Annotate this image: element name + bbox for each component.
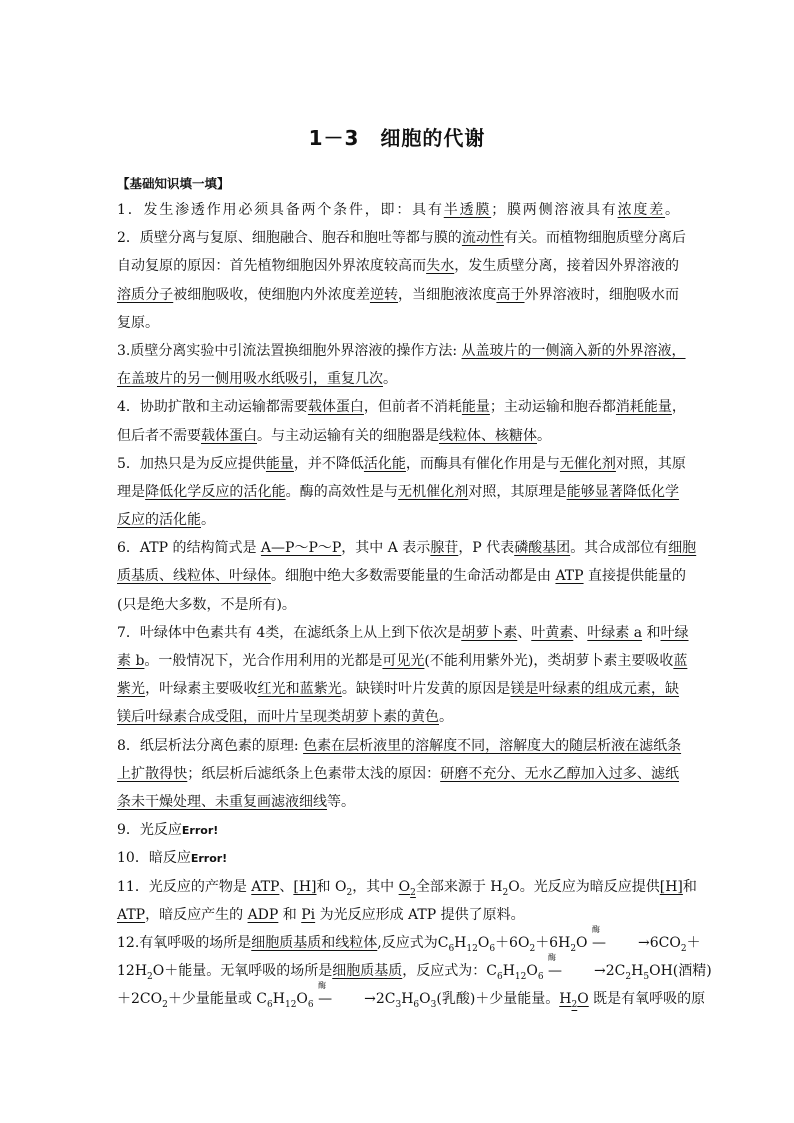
text-run: 。其合成部位有 <box>570 540 669 557</box>
text-run: H <box>631 963 644 980</box>
answer-blank: [H] <box>293 878 317 895</box>
answer-blank: 素 b <box>117 653 145 669</box>
text-run: 直接提供能量的 <box>583 568 687 585</box>
answer-blank: 可见光 <box>382 653 425 669</box>
text-run: 有关。而植物细胞质壁分离后 <box>503 230 686 247</box>
subscript: 12 <box>466 943 478 954</box>
text-run: 、 <box>517 624 532 641</box>
reaction-dash: — <box>318 991 333 1008</box>
subscript: 5 <box>643 971 650 982</box>
text-run: 为光反应形成 ATP 提供了原料。 <box>315 906 525 923</box>
reaction-dash: — <box>591 934 606 951</box>
text-run: 。一般情况下，光合作用利用的光都是 <box>144 653 383 669</box>
subscript: 12 <box>514 971 527 982</box>
text-line <box>117 393 686 421</box>
text-run: 。缺镁时叶片发黄的原因是 <box>341 681 511 698</box>
answer-blank: Pi <box>301 906 316 923</box>
answer-blank: 浓度差 <box>617 202 666 218</box>
text-line <box>117 478 679 506</box>
subscript: 2 <box>570 943 577 954</box>
answer-blank: 活化能 <box>363 455 406 472</box>
subscript: 2 <box>680 943 687 954</box>
enzyme-label: 酶 <box>318 981 327 991</box>
text-line <box>117 675 679 703</box>
text-run: ，其中 A 表示 <box>341 540 431 557</box>
text-line <box>117 422 679 450</box>
answer-blank: 细胞质基质 <box>332 963 403 980</box>
text-run: 6．ATP 的结构简式是 <box>117 540 261 557</box>
text-line <box>117 365 679 393</box>
page-title: 1－3 细胞的代谢 <box>308 126 486 150</box>
enzyme-arrow <box>318 981 364 1013</box>
text-run: 。细胞中绝大多数需要能量的生命活动都是由 <box>271 568 556 585</box>
text-run: 理是 <box>117 483 146 500</box>
answer-blank: 镁后叶绿素合成受阻，而叶片呈现类胡萝卜素的黄色 <box>117 709 439 726</box>
text-run: H <box>401 991 414 1008</box>
text-run: (只是绝大多数，不是所有)。 <box>117 596 296 613</box>
answer-blank: 反应的活化能 <box>117 512 201 529</box>
answer-blank: 紫光 <box>117 681 146 698</box>
answer-blank: ATP <box>555 568 584 585</box>
answer-blank: 逆转 <box>369 286 399 303</box>
text-run: 被细胞吸收，使细胞内外浓度差 <box>173 286 370 303</box>
text-run: O <box>296 991 308 1008</box>
text-run: ，而酶具有催化作用是与 <box>405 455 560 472</box>
subscript: 6 <box>448 943 455 954</box>
text-run: H <box>272 991 285 1008</box>
answer-blank: 研磨不充分、无水乙醇加入过多、滤纸 <box>440 765 680 782</box>
answer-blank: 半透膜 <box>443 202 492 218</box>
text-run: (不能利用紫外光)，类胡萝卜素主要吸收 <box>424 653 674 669</box>
text-run: O <box>477 934 490 951</box>
answer-blank: 无催化剂 <box>559 455 616 472</box>
text-run: O <box>576 934 592 951</box>
answer-blank: 条未干燥处理、未重复画滤液细线 <box>117 793 327 810</box>
text-run: 和 <box>642 624 661 641</box>
answer-blank: 消耗能量 <box>615 399 672 416</box>
text-run: O＋能量。无氧呼吸的场所是 <box>152 963 333 980</box>
text-run: 9．光反应 <box>117 822 182 839</box>
answer-blank: 细胞质基质和线粒体 <box>251 934 378 951</box>
text-run: O <box>526 963 538 980</box>
text-line <box>117 196 679 224</box>
text-run: 和 O <box>316 878 347 895</box>
text-run: ，叶绿素主要吸收 <box>145 681 258 698</box>
text-line <box>117 450 686 478</box>
subscript: 2 <box>410 887 416 898</box>
answer-blank: 高于 <box>496 286 525 303</box>
answer-blank: 能够显著降低化学 <box>566 483 680 500</box>
text-run: ， <box>671 399 686 416</box>
text-run: ＋ <box>686 934 701 951</box>
answer-blank: 细胞 <box>668 540 697 557</box>
answer-blank: A—P～P～P <box>260 540 342 557</box>
text-line <box>117 981 706 1013</box>
answer-blank: 载体蛋白 <box>201 427 257 444</box>
text-run: ＋少量能量或 C <box>167 991 268 1008</box>
text-line <box>117 534 697 562</box>
answer-blank: 从盖玻片的一侧滴入新的外界溶液， <box>461 342 686 359</box>
reaction-dash: — <box>548 963 563 980</box>
answer-blank: ADP <box>247 906 279 923</box>
text-run: ，反应式为：C <box>402 963 497 980</box>
text-run: 8．纸层析法分离色素的原理: <box>117 737 304 754</box>
text-run: 自动复原的原因：首先植物细胞因外界浓度较高而 <box>117 258 427 275</box>
text-run: 、 <box>279 878 294 895</box>
text-line <box>117 619 689 647</box>
subscript: 3 <box>395 1000 402 1011</box>
text-run: 全部来源于 H <box>415 878 503 895</box>
enzyme-label: 酶 <box>548 953 557 963</box>
text-line <box>117 281 679 309</box>
answer-blank: ATP <box>117 906 146 923</box>
text-run: →2C <box>364 991 396 1008</box>
text-run: O。光反应为暗反应提供 <box>508 878 660 895</box>
enzyme-arrow <box>591 924 638 957</box>
text-run: 。 <box>665 202 680 218</box>
text-line <box>117 953 712 985</box>
section-header: 【基础知识填一填】 <box>117 176 230 191</box>
answer-blank: 降低化学反应的活化能 <box>145 483 286 500</box>
text-run: ；纸层析后滤纸条上色素带太浅的原因： <box>187 765 441 782</box>
answer-blank: 载体蛋白 <box>307 399 364 416</box>
answer-blank: H <box>559 991 572 1008</box>
subscript: 2 <box>529 943 536 954</box>
text-run: 1．发生渗透作用必须具备两个条件，即：具有 <box>117 202 444 218</box>
answer-blank: 无机催化剂 <box>398 483 469 500</box>
enzyme-arrow <box>548 953 594 985</box>
text-run: 和 <box>278 906 302 923</box>
text-line <box>117 647 688 675</box>
text-line <box>117 924 701 957</box>
text-run: ，并不降低 <box>293 455 364 472</box>
text-run: ；膜两侧溶液具有 <box>491 202 618 218</box>
text-run: 。 <box>439 709 453 726</box>
text-run: 。 <box>537 427 551 444</box>
text-run: ，发生质壁分离，接着因外界溶液的 <box>454 258 680 275</box>
answer-blank: 镁是叶绿素的组成元素，缺 <box>510 681 680 698</box>
error-placeholder: Error! <box>190 852 228 866</box>
text-run: 对照，其原理是 <box>468 483 567 500</box>
text-run: 和 <box>682 878 697 895</box>
answer-blank: 胡萝卜素 <box>461 624 518 641</box>
answer-blank: 腺苷 <box>430 540 459 557</box>
subscript: 2 <box>502 887 509 898</box>
text-run: OH(酒精) <box>649 963 712 980</box>
text-run: ，其中 <box>352 878 399 895</box>
text-line <box>117 873 697 901</box>
text-line <box>117 591 679 619</box>
text-run: →6CO <box>637 934 681 951</box>
subscript: 3 <box>430 1000 437 1011</box>
answer-blank: 能量 <box>461 399 490 416</box>
text-run: ，当细胞液浓度 <box>398 286 497 303</box>
answer-blank: 色素在层析液里的溶解度不同，溶解度大的随层析液在滤纸条 <box>303 737 682 754</box>
answer-blank: 流动性 <box>461 230 504 247</box>
text-run: 对照，其原 <box>615 455 686 472</box>
text-line <box>117 224 686 252</box>
text-run: 12.有氧呼吸的场所是 <box>117 934 252 951</box>
text-run: 。与主动运输有关的细胞器是 <box>257 427 439 444</box>
text-run: 10．暗反应 <box>117 850 191 867</box>
subscript: 6 <box>413 1000 420 1011</box>
text-run: ＋6O <box>495 934 530 951</box>
text-run: H <box>454 934 467 951</box>
text-run: ，P 代表 <box>458 540 515 557</box>
text-run: 但后者不需要 <box>117 427 201 444</box>
answer-blank: 红光和蓝紫光 <box>257 681 342 698</box>
text-run: 4．协助扩散和主动运输都需要 <box>117 399 308 416</box>
subscript: 6 <box>537 971 544 982</box>
answer-blank: 质基质、线粒体、叶绿体 <box>117 568 271 585</box>
text-run: ＋2CO <box>117 991 163 1008</box>
text-line <box>117 506 679 534</box>
text-run: 2．质壁分离与复原、细胞融合、胞吞和胞吐等都与膜的 <box>117 230 462 247</box>
text-line <box>117 844 679 872</box>
subscript: 6 <box>307 1000 314 1011</box>
answer-blank: 蓝 <box>673 653 688 669</box>
text-line <box>117 703 679 731</box>
text-run: 5．加热只是为反应提供 <box>117 455 266 472</box>
answer-blank: 叶黄素 <box>531 624 574 641</box>
document-body <box>117 196 712 1013</box>
text-run: 、 <box>573 624 588 641</box>
text-run: 等。 <box>327 793 355 810</box>
text-run: ＋6H <box>535 934 571 951</box>
text-run: →2C <box>594 963 626 980</box>
text-line <box>117 309 679 337</box>
text-line <box>117 252 679 280</box>
text-run: 。 <box>201 512 215 529</box>
answer-blank: 失水 <box>426 258 455 275</box>
text-run: O <box>419 991 431 1008</box>
text-run: 既是有氧呼吸的原 <box>588 991 706 1008</box>
subscript: 2 <box>571 1000 578 1011</box>
text-run: ,反应式为C <box>377 934 449 951</box>
answer-blank: ATP <box>251 878 280 895</box>
answer-blank: O <box>577 991 589 1008</box>
text-line <box>117 337 686 365</box>
subscript: 6 <box>489 943 496 954</box>
answer-blank: 叶绿 <box>660 624 689 641</box>
text-line <box>117 788 679 816</box>
subscript: 6 <box>496 971 503 982</box>
answer-blank: 线粒体、核糖体 <box>439 427 537 444</box>
text-run: 3.质壁分离实验中引流法置换细胞外界溶液的操作方法: <box>117 342 462 359</box>
subscript: 2 <box>147 971 153 982</box>
text-line <box>117 816 679 844</box>
text-line <box>117 562 687 590</box>
text-run: ，但前者不消耗 <box>363 399 462 416</box>
subscript: 12 <box>284 1000 297 1011</box>
text-run: ，暗反应产生的 <box>145 906 248 923</box>
text-run: 复原。 <box>117 314 159 331</box>
enzyme-label: 酶 <box>591 924 600 934</box>
answer-blank: [H] <box>659 878 683 895</box>
answer-blank: 在盖玻片的另一侧用吸水纸吸引，重复几次 <box>117 371 383 388</box>
answer-blank: 磷酸基团 <box>514 540 571 557</box>
subscript: 2 <box>162 1000 168 1011</box>
text-run: (乳酸)＋少量能量。 <box>436 991 560 1008</box>
subscript: 2 <box>346 887 353 898</box>
text-run: 。酶的高效性是与 <box>285 483 399 500</box>
text-run: H <box>502 963 515 980</box>
text-run: 7．叶绿体中色素共有 4类，在滤纸条上从上到下依次是 <box>117 624 462 641</box>
subscript: 2 <box>625 971 632 982</box>
text-run: 11．光反应的产物是 <box>117 878 252 895</box>
text-run: 。 <box>383 371 397 388</box>
text-line <box>117 732 682 760</box>
answer-blank: 能量 <box>265 455 294 472</box>
answer-blank: 上扩散得快 <box>117 765 188 782</box>
text-run: 12H <box>117 963 148 980</box>
answer-blank: 叶绿素 a <box>587 624 643 641</box>
text-line <box>117 760 679 788</box>
answer-blank: O <box>398 878 411 895</box>
text-run: ；主动运输和胞吞都 <box>489 399 616 416</box>
answer-blank: 溶质分子 <box>117 286 174 303</box>
text-run: 外界溶液时，细胞吸水而 <box>524 286 680 303</box>
error-placeholder: Error! <box>181 824 219 838</box>
subscript: 6 <box>267 1000 273 1011</box>
